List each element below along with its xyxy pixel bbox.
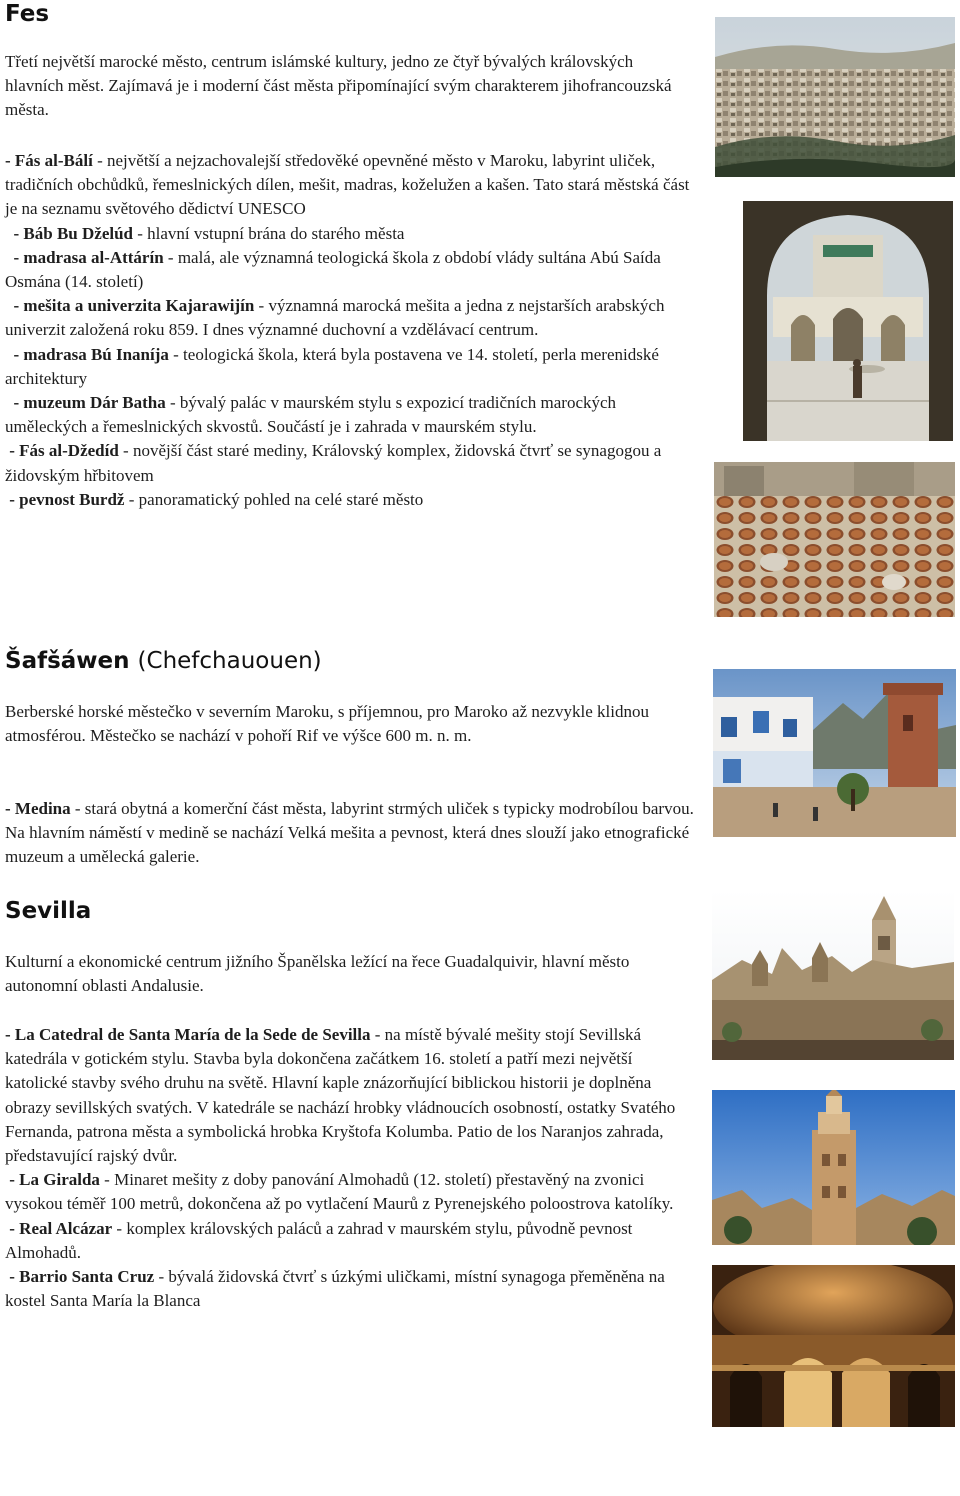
section-title-fes: Fes: [5, 1, 50, 27]
sevilla-item-text: - bývalá židovská čtvrť s úzkými uličkami, místní synagoga přeměněna na kostel Santa María la Blanca: [5, 1267, 665, 1311]
fes-item-text: - významná marocká mešita a jedna z nejstarších arabských univerzit založená roku 859. I dnes významné duchovní a vzdělávací centrum.: [5, 296, 665, 340]
section-title-text: Šafšáwen: [5, 648, 130, 674]
safsawen-item-text: - stará obytná a komerční část města, labyrint strmých uliček s typicky modrobílou barvou. Na hlavním náměstí v medině se nachází Velká mešita a pevnost, která dnes slouží jako etnografické muzeum a umělecká galerie.: [5, 799, 694, 867]
sevilla-item-name: - La Catedral de Santa María de la Sede de Sevilla: [5, 1025, 371, 1044]
fes-item-name: - pevnost Burdž: [9, 489, 125, 509]
fes-attractions: [5, 149, 695, 512]
fes-item-text: - teologická škola, která byla postavena ve 14. století, perla merenidské architektury: [5, 344, 659, 388]
fes-mosque-arch-photo: [743, 201, 953, 441]
real-alcazar-interior-photo: [712, 1265, 955, 1427]
safsawen-item-name: - Medina: [5, 799, 71, 818]
fes-item-name: - mešita a univerzita Kajarawijín: [13, 296, 255, 316]
fes-item-text: - největší a nejzachovalejší středověké opevněné město v Maroku, labyrint uliček, tradičních obchůdků, řemeslnických dílen, mešit, madras, koželužen a kašen. Tato stará městská část je na seznamu světového dědictví UNESCO: [5, 151, 690, 219]
fes-item-name: - muzeum Dár Batha: [13, 393, 166, 413]
fes-city-panorama-photo: [715, 17, 955, 177]
sevilla-item-name: - Barrio Santa Cruz: [9, 1267, 155, 1287]
safsawen-attractions: [5, 797, 695, 870]
sevilla-attractions: [5, 1023, 695, 1313]
sevilla-item-name: - Real Alcázar: [9, 1218, 113, 1238]
section-title-sevilla: Sevilla: [5, 898, 92, 924]
fes-item-text: - hlavní vstupní brána do starého města: [133, 223, 405, 243]
fes-item-text: - bývalý palác v maurském stylu s expozicí tradičních marockých uměleckých a řemeslnických skvostů. Součástí je i zahrada v maurském stylu.: [5, 393, 617, 437]
fes-item-text: - novější část staré mediny, Královský komplex, židovská čtvrť se synagogou a židovským hřbitovem: [5, 441, 662, 485]
fes-item-name: - madrasa Bú Inaníja: [13, 344, 169, 364]
sevilla-item-name: - La Giralda: [9, 1170, 100, 1190]
fes-item-text: - panoramatický pohled na celé staré město: [124, 489, 424, 509]
giralda-tower-photo: [712, 1090, 955, 1245]
fes-item-text: - malá, ale významná teologická škola z období vlády sultána Abú Saída Osmána (14. století): [5, 247, 661, 292]
chefchaouen-square-photo: [713, 669, 956, 837]
section-title-safsawen: [5, 647, 322, 675]
sevilla-intro: Kulturní a ekonomické centrum jižního Španělska ležící na řece Guadalquivir, hlavní město autonomní oblasti Andalusie.: [5, 952, 630, 996]
fes-intro: Třetí největší marocké město, centrum islámské kultury, jedno ze čtyř bývalých královských hlavních měst. Zajímavá je i moderní část města připomínající svým charakterem jihofrancouzská města.: [5, 52, 672, 120]
sevilla-cathedral-photo: [712, 890, 954, 1060]
fes-tannery-photo: [714, 462, 955, 617]
sevilla-item-text: - komplex královských paláců a zahrad v maurském stylu, původně pevnost Almohadů.: [5, 1218, 633, 1262]
fes-item-name: - Fás al-Bálí: [5, 151, 93, 170]
fes-item-name: - Fás al-Džedíd: [9, 441, 119, 461]
safsawen-intro: Berberské horské městečko v severním Maroku, s příjemnou, pro Maroko až nezvykle klidnou atmosférou. Městečko se nachází v pohoří Rif ve výšce 600 m. n. m.: [5, 702, 649, 746]
sevilla-item-text: - Minaret mešity z doby panování Almohadů (12. století) přestavěný na zvonici vysokou téměř 100 metrů, dokončena až po vytlačení Maurů z Pyrenejského poloostrova katolíky.: [5, 1170, 674, 1214]
section-subtitle: (Chefchauouen): [137, 648, 322, 674]
fes-item-name: - Báb Bu Dželúd: [13, 223, 133, 243]
sevilla-item-text: - na místě bývalé mešity stojí Sevillská katedrála v gotickém stylu. Stavba byla dokončena začátkem 16. století a patří mezi největší katolické stavby svého druhu na světě. Hlavní kaple znázorňující biblickou historii je doplněna obrazy sevillských svatých. V katedrále se nachází hrobky vládnoucích osobností, ostatky Svatého Fernanda, patrona města a symbolická hrobka Kryštofa Kolumba. Patio de los Naranjos zahrada, představující rajský dvůr.: [5, 1025, 676, 1166]
fes-item-name: - madrasa al-Attárín: [13, 247, 164, 267]
